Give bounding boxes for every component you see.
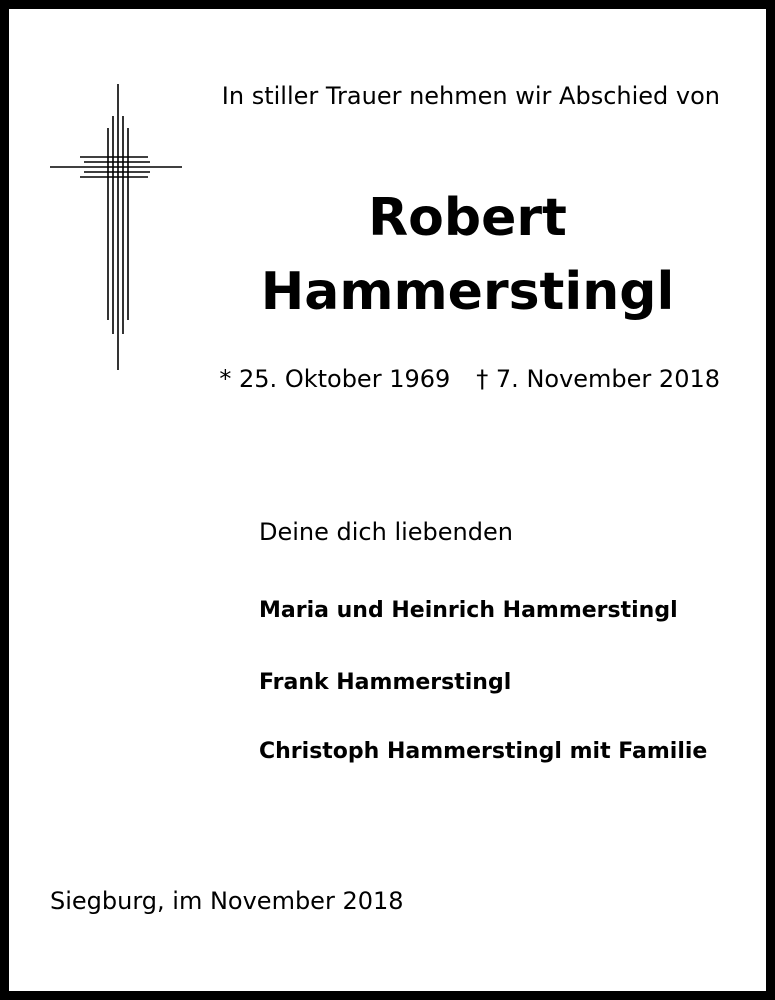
place-and-date: Siegburg, im November 2018 [50, 887, 404, 915]
deceased-first-name: Robert [368, 188, 567, 248]
cross-icon [50, 84, 182, 372]
deceased-last-name: Hammerstingl [260, 262, 675, 322]
intro-text: In stiller Trauer nehmen wir Abschied von [221, 82, 720, 110]
death-date: † 7. November 2018 [476, 365, 720, 393]
mourners-intro: Deine dich liebenden [259, 518, 513, 546]
mourner-name: Christoph Hammerstingl mit Familie [259, 739, 708, 764]
birth-date: * 25. Oktober 1969 [219, 365, 451, 393]
life-dates [150, 363, 720, 395]
mourner-name: Maria und Heinrich Hammerstingl [259, 598, 678, 623]
mourner-name: Frank Hammerstingl [259, 670, 512, 695]
